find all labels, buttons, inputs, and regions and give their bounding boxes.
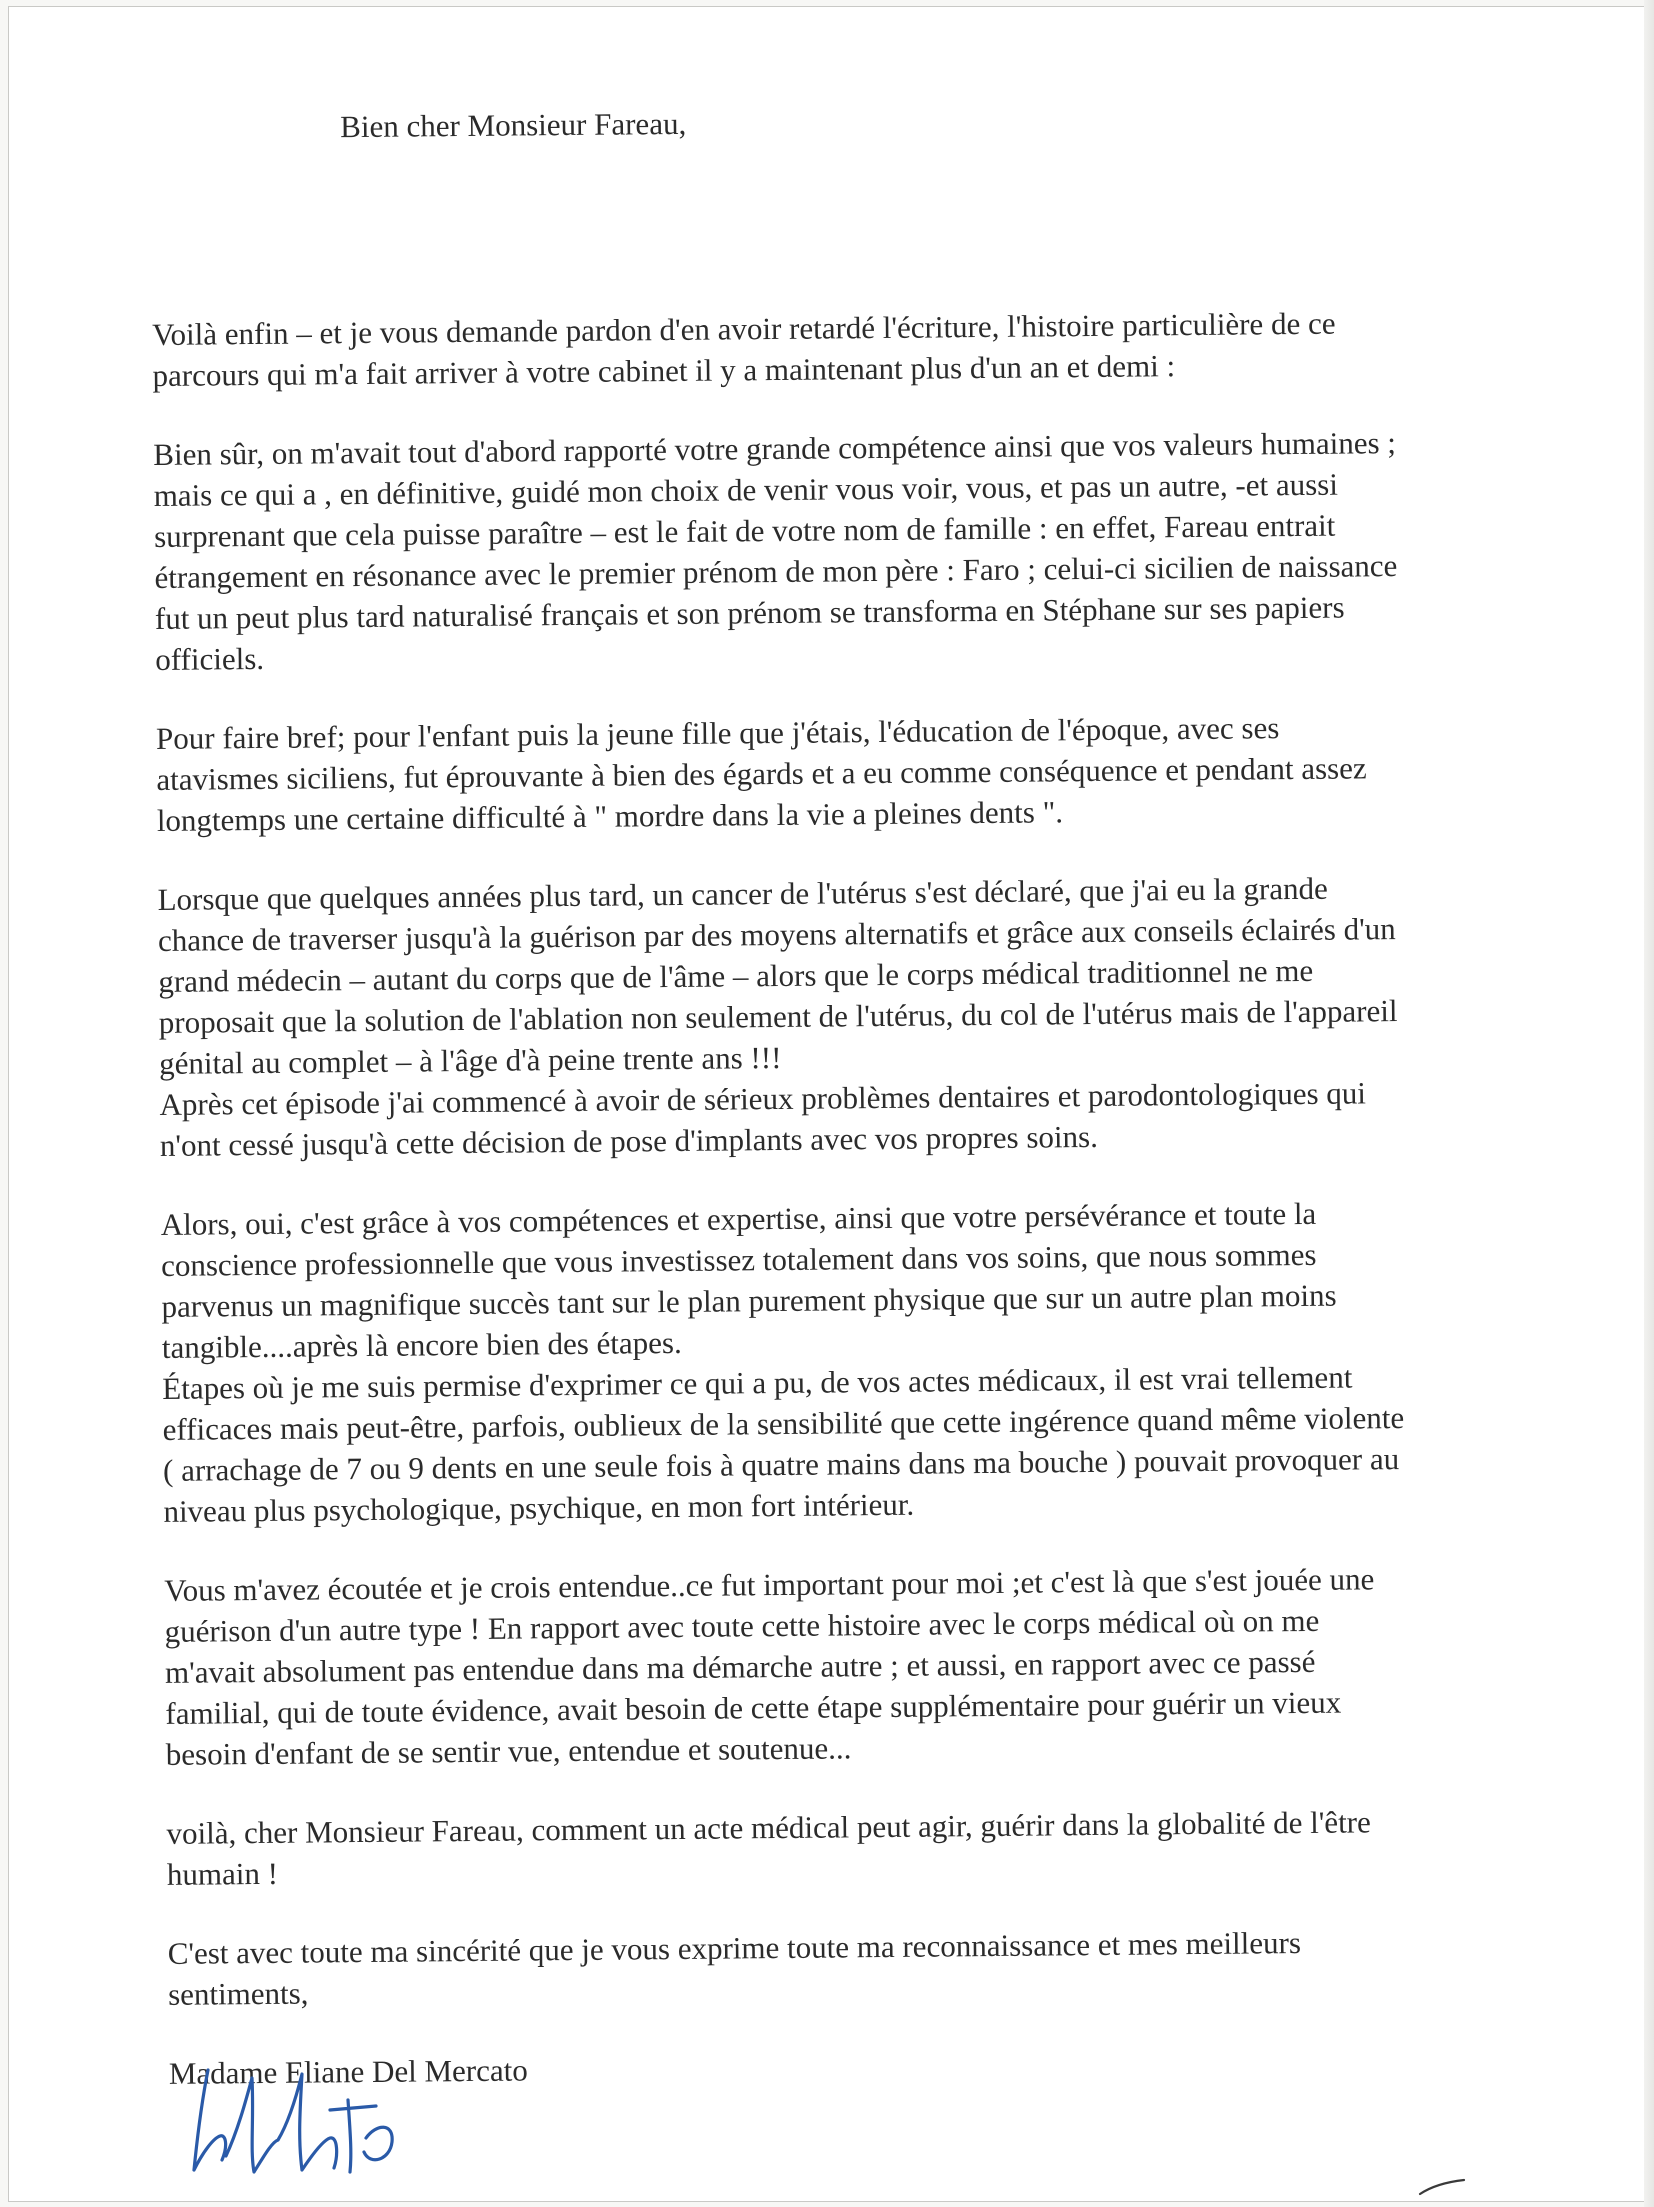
paragraph-dental-problems: [159, 1071, 1530, 1166]
text-line: familial, qui de toute évidence, avait besoin de cette étape supplémentaire pour guérir un vieux: [165, 1684, 1342, 1731]
text-line: mais ce qui a , en définitive, guidé mon choix de venir vous voir, vous, et pas un autre, -et aussi: [153, 466, 1339, 513]
text-line: atavismes siciliens, fut éprouvante à bien des égards et a eu comme conséquence et pendant assez: [156, 750, 1367, 797]
paragraph-intro: [152, 301, 1523, 396]
text-line: parvenus un magnifique succès tant sur le plan purement physique que sur un autre plan moins: [161, 1277, 1337, 1324]
sender-name: Madame Eliane Del Mercato: [168, 2052, 528, 2091]
text-line: Alors, oui, c'est grâce à vos compétences et expertise, ainsi que votre persévérance et toute la: [160, 1195, 1317, 1242]
text-line: efficaces mais peut-être, parfois, oublieux de la sensibilité que cette ingérence quand même violente: [162, 1400, 1405, 1447]
text-line: Vous m'avez écoutée et je crois entendue..ce fut important pour moi ;et c'est là que s'est jouée une: [164, 1561, 1375, 1608]
paragraph-childhood: [156, 705, 1527, 841]
text-line: C'est avec toute ma sincérité que je vous exprime toute ma reconnaissance et mes meilleurs: [167, 1925, 1302, 1971]
text-line: humain !: [166, 1855, 279, 1892]
text-line: surprenant que cela puisse paraître – est le fait de votre nom de famille : en effet, Fareau entrait: [153, 507, 1336, 554]
text-line: niveau plus psychologique, psychique, en mon fort intérieur.: [163, 1486, 915, 1529]
paragraph-name-origin: [153, 421, 1525, 680]
pen-stroke-mark: [1418, 2178, 1468, 2198]
text-line: sentiments,: [167, 1975, 309, 2012]
text-line: ( arrachage de 7 ou 9 dents en une seule fois à quatre mains dans ma bouche ) pouvait provoquer au: [162, 1441, 1400, 1488]
letter-body: [150, 95, 1539, 2094]
page-edge-shadow: [1644, 0, 1654, 2207]
text-line: Voilà enfin – et je vous demande pardon d'en avoir retardé l'écriture, l'histoire particulière de ce: [152, 305, 1336, 352]
text-line: Bien sûr, on m'avait tout d'abord rapporté votre grande compétence ainsi que vos valeurs humaines ;: [153, 425, 1397, 472]
paragraph-closing: [168, 1920, 1539, 2015]
text-line: Après cet épisode j'ai commencé à avoir de sérieux problèmes dentaires et parodontologiques qui: [159, 1075, 1367, 1122]
text-line: chance de traverser jusqu'à la guérison par des moyens alternatifs et grâce aux conseils éclairés d'un: [157, 911, 1396, 958]
text-line: conscience professionnelle que vous investissez totalement dans vos soins, que nous sommes: [160, 1236, 1317, 1283]
text-line: Lorsque que quelques années plus tard, un cancer de l'utérus s'est déclaré, que j'ai eu la grande: [157, 870, 1328, 917]
text-line: étrangement en résonance avec le premier prénom de mon père : Faro ; celui-ci sicilien de naissance: [154, 548, 1398, 595]
text-line: fut un peut plus tard naturalisé français et son prénom se transforma en Stéphane sur ses papiers: [154, 589, 1345, 636]
text-line: Pour faire bref; pour l'enfant puis la jeune fille que j'étais, l'éducation de l'époque, avec ses: [155, 710, 1280, 756]
paragraph-conclusion: [166, 1800, 1537, 1895]
paragraph-success: [161, 1191, 1533, 1368]
salutation: Bien cher Monsieur Fareau,: [340, 105, 687, 145]
text-line: besoin d'enfant de se sentir vue, entendue et soutenue...: [165, 1730, 852, 1772]
text-line: Étapes où je me suis permise d'exprimer ce qui a pu, de vos actes médicaux, il est vrai tellement: [162, 1359, 1353, 1406]
text-line: guérison d'un autre type ! En rapport avec toute cette histoire avec le corps médical où on me: [164, 1602, 1320, 1649]
text-line: parcours qui m'a fait arriver à votre cabinet il y a maintenant plus d'un an et demi :: [152, 348, 1176, 393]
paragraph-listened: [164, 1557, 1536, 1775]
text-line: longtemps une certaine difficulté à " mordre dans la vie a pleines dents ".: [156, 794, 1064, 838]
text-line: tangible....après là encore bien des étapes.: [161, 1324, 682, 1365]
text-line: voilà, cher Monsieur Fareau, comment un acte médical peut agir, guérir dans la globalité de l'être: [166, 1804, 1371, 1851]
text-line: proposait que la solution de l'ablation non seulement de l'utérus, du col de l'utérus mais de l'appareil: [158, 993, 1398, 1040]
text-line: officiels.: [155, 640, 265, 677]
paragraph-illness: [157, 866, 1529, 1084]
text-line: m'avait absolument pas entendue dans ma démarche autre ; et aussi, en rapport avec ce passé: [164, 1643, 1316, 1690]
handwritten-signature: [180, 2060, 480, 2190]
text-line: n'ont cessé jusqu'à cette décision de pose d'implants avec vos propres soins.: [159, 1118, 1099, 1163]
paragraph-steps: [162, 1355, 1534, 1532]
text-line: grand médecin – autant du corps que de l'âme – alors que le corps médical traditionnel ne me: [158, 952, 1314, 999]
text-line: génital au complet – à l'âge d'à peine trente ans !!!: [159, 1039, 782, 1081]
